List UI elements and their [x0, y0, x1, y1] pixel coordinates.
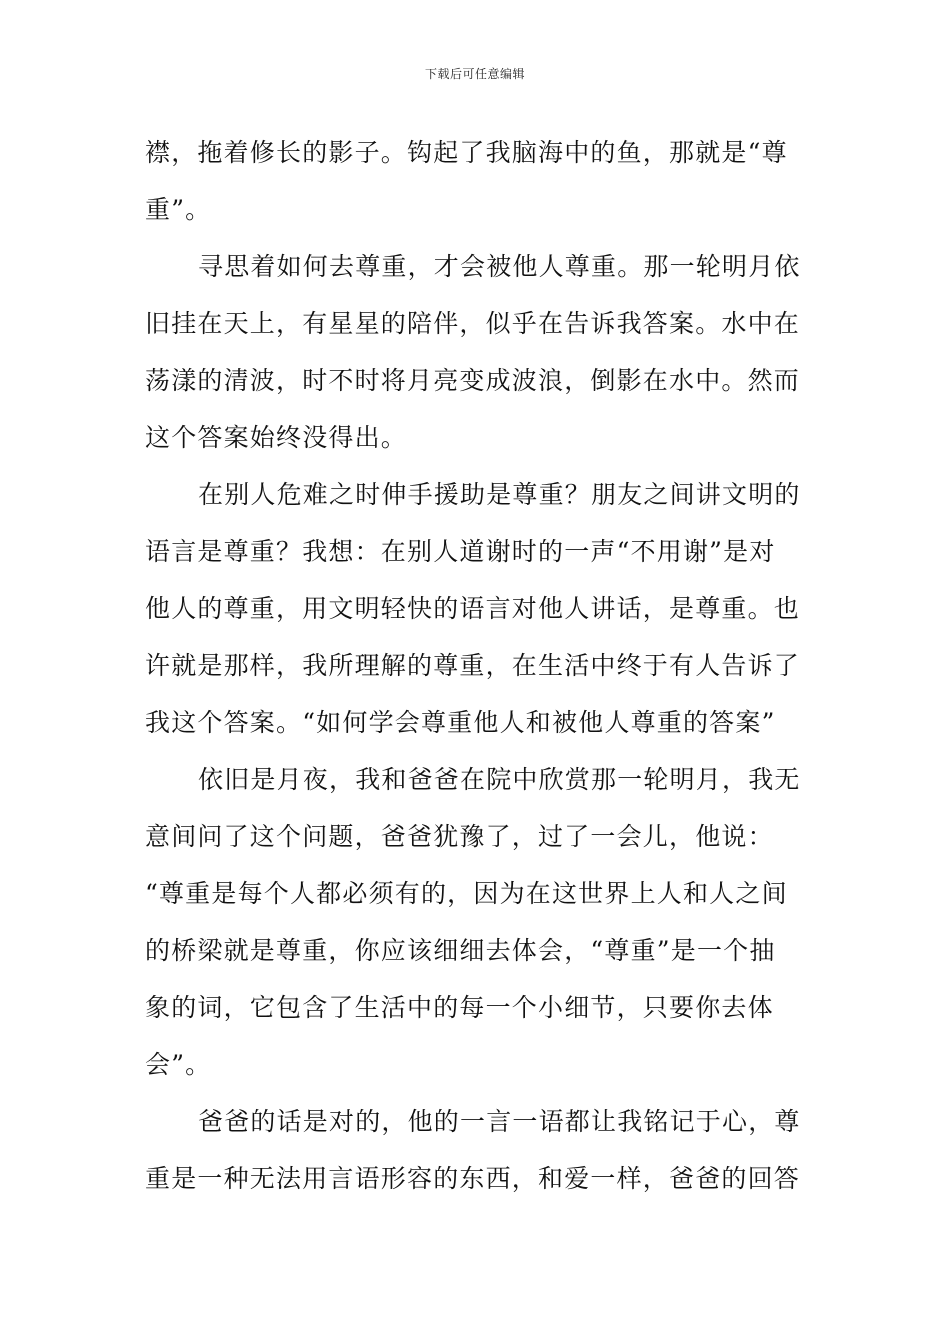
text-line: 的桥梁就是尊重，你应该细细去体会，“尊重”是一个抽 — [145, 936, 776, 965]
header-note: 下载后可任意编辑 — [424, 67, 525, 81]
text-line: 语言是尊重？我想：在别人道谢时的一声“不用谢”是对 — [145, 537, 776, 566]
text-line: 旧挂在天上，有星星的陪伴，似乎在告诉我答案。水中在 — [145, 309, 801, 338]
text-line: 我这个答案。“如何学会尊重他人和被他人尊重的答案” — [145, 708, 776, 737]
text-line: 会”。 — [145, 1050, 212, 1079]
text-line: 象的词，它包含了生活中的每一个小细节，只要你去体 — [145, 993, 774, 1022]
paragraph-first-line: 在别人危难之时伸手援助是尊重？朋友之间讲文明的 — [198, 480, 801, 509]
text-line: 襟，拖着修长的影子。钩起了我脑海中的鱼，那就是“尊 — [145, 138, 788, 167]
paragraph-first-line: 依旧是月夜，我和爸爸在院中欣赏那一轮明月，我无 — [198, 765, 801, 794]
text-line: 他人的尊重，用文明轻快的语言对他人讲话，是尊重。也 — [145, 594, 801, 623]
text-line: 这个答案始终没得出。 — [145, 423, 408, 452]
text-line: 荡漾的清波，时不时将月亮变成波浪，倒影在水中。然而 — [145, 366, 801, 395]
text-line: 意间问了这个问题，爸爸犹豫了，过了一会儿，他说： — [145, 822, 774, 851]
text-line: “尊重是每个人都必须有的，因为在这世界上人和人之间 — [145, 879, 788, 908]
paragraph-first-line: 爸爸的话是对的，他的一言一语都让我铭记于心，尊 — [198, 1107, 801, 1136]
text-line: 重”。 — [145, 195, 212, 224]
text-line: 重是一种无法用言语形容的东西，和爱一样，爸爸的回答 — [145, 1164, 801, 1193]
paragraph-first-line: 寻思着如何去尊重，才会被他人尊重。那一轮明月依 — [198, 252, 801, 281]
text-line: 许就是那样，我所理解的尊重，在生活中终于有人告诉了 — [145, 651, 801, 680]
